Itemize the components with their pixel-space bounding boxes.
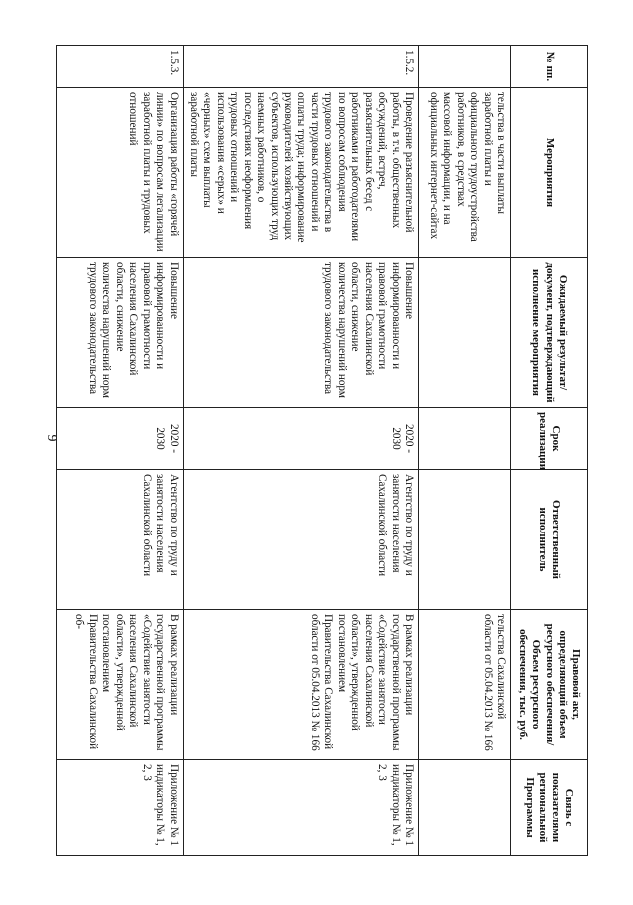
table-row — [419, 46, 511, 856]
row-legal-act: В рамках реализации государственной программы «Содействие занятости населения Сахалинской области», утвержденной постановлением Правительства Сахалинской области от 05.04.2013 № 166 — [183, 610, 418, 760]
row-result: Повышение информированности и правовой грамотности населения Сахалинской области, снижение количества нарушений норм трудового законодательства — [56, 258, 183, 408]
table-row — [183, 46, 418, 856]
row-responsible: Агентство по труду и занятости населения Сахалинской области — [183, 470, 418, 610]
row-result: Повышение информированности и правовой грамотности населения Сахалинской области, снижение количества нарушений норм трудового законодательства — [183, 258, 418, 408]
row-responsible — [419, 470, 511, 610]
header-link: Связь с показателями региональной Программы — [511, 760, 588, 856]
row-link — [419, 760, 511, 856]
row-responsible: Агентство по труду и занятости населения Сахалинской области — [56, 470, 183, 610]
row-num: 1.5.3. — [56, 46, 183, 88]
row-link: Приложение № 1 индикаторы № 1, 2, 3 — [183, 760, 418, 856]
header-responsible: Ответственный исполнитель — [511, 470, 588, 610]
header-activity: Мероприятия — [511, 88, 588, 258]
row-link: Приложение № 1 индикаторы № 1, 2, 3 — [56, 760, 183, 856]
row-term: 2020 - 2030 — [56, 408, 183, 470]
activities-table — [56, 45, 588, 856]
row-activity: тельства в части выплаты заработной платы и официального трудоустройства работников, в средствах массовой информации, и на официальных интернет-сайтах — [419, 88, 511, 258]
row-activity: Организация работы «горячей линии» по вопросам легализации заработной платы и трудовых отношений — [56, 88, 183, 258]
row-legal-act: В рамках реализации государственной программы «Содействие занятости населения Сахалинской области», утвержденной постановлением Правительства Сахалинской об- — [56, 610, 183, 760]
table-row — [56, 46, 183, 856]
header-term: Срок реализации — [511, 408, 588, 470]
header-num: № пп. — [511, 46, 588, 88]
row-term: 2020 - 2030 — [183, 408, 418, 470]
header-legal-act: Правовой акт, определяющий объем ресурсного обеспечения/Объем ресурсного обеспечения, тыс. руб. — [511, 610, 588, 760]
header-row — [511, 46, 588, 856]
rotated-table-wrapper — [60, 45, 588, 855]
row-term — [419, 408, 511, 470]
row-num: 1.5.2. — [183, 46, 418, 88]
row-result — [419, 258, 511, 408]
row-legal-act: тельства Сахалинской области от 05.04.2013 № 166 — [419, 610, 511, 760]
page-number: 9 — [44, 434, 59, 442]
row-activity: Проведение разъяснительной работы, в т.ч. общественных обсуждений, встреч, разъяснительных бесед с работниками и работодателями по вопросам соблюдения трудового законодательства в части трудовых отношений и оплаты труда; информирование руководителей хозяйствующих субъектов, использующих труд наемных работников, о последствиях неоформления трудовых отношений и использования «серых» и «черных» схем выплаты заработной платы — [183, 88, 418, 258]
row-num — [419, 46, 511, 88]
header-result: Ожидаемый результат/документ, подтверждающий исполнение мероприятия — [511, 258, 588, 408]
